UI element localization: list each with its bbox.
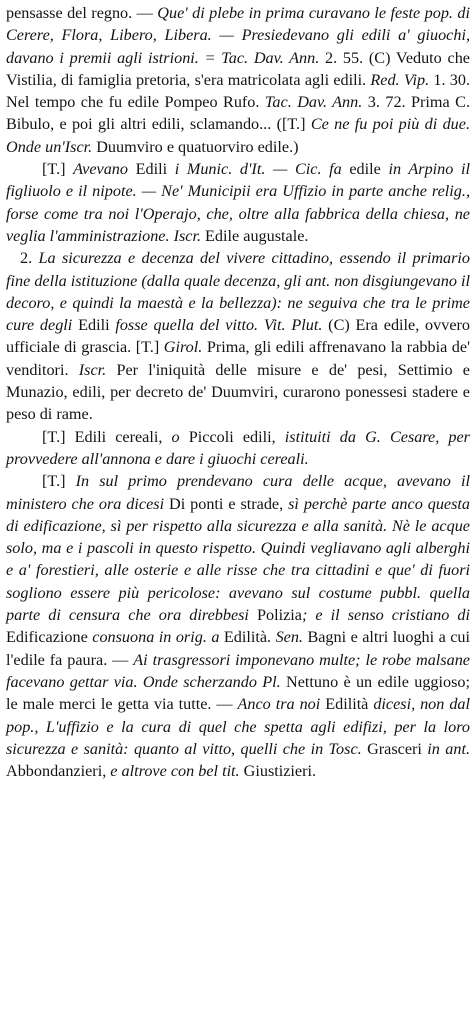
italic-text-run: Anco tra noi [237, 695, 321, 714]
text-run: Di ponti e strade, [164, 494, 289, 513]
paragraph-municipal-edili [6, 158, 470, 247]
text-run: Prima, gli edili affrenavano la rabbia de' venditori. [6, 338, 470, 379]
italic-text-run: ; e il senso cristiano di [301, 606, 470, 625]
italic-text-run: dicesi, non dal pop., L'uffizio e la cura di quel che spetta agli edifizi, per la loro sicurezza e sanità: quanto al vitto, quelli che in Tosc. [6, 695, 470, 758]
text-run: 2. 55. (C) Veduto che Vistilia, di famiglia pretoria, s'era matricolata agli edili. [6, 48, 470, 89]
paragraph-edili-cereali [6, 426, 470, 471]
dictionary-page-text [6, 2, 470, 782]
italic-text-run: Que' di plebe in prima curavano le feste pop. di Cerere, Flora, Libero, Libera. — Presiedevano gli edili a' giuochi, davano i premii agli istrioni. = Tac. Dav. Ann. [6, 4, 470, 67]
text-run: 1. 30. Nel tempo che fu edile Pompeo Rufo. [6, 70, 471, 112]
text-run: Edili [127, 160, 175, 179]
text-run: Abbondanzieri, [6, 762, 111, 781]
text-run: Polizia [248, 606, 302, 625]
text-run: Edilità [320, 695, 374, 714]
italic-text-run: fosse quella del vitto. Vit. Plut. [115, 316, 323, 335]
italic-text-run: La sicurezza e decenza del vivere cittadino, essendo il primario fine della istituzione (dalla quale decenza, gli ant. non disgiungevano il decoro, e quindi la maestà e la bellezza): ne seguiva che tra le prime cure degli [6, 249, 471, 335]
italic-text-run: i Munic. d'It. — Cic. fa [174, 160, 342, 179]
text-run: [T.] [42, 160, 74, 179]
paragraph-continuation [6, 2, 470, 158]
text-run: Giustizieri. [239, 762, 317, 781]
paragraph-acque-edilita [6, 470, 470, 782]
text-run: Nettuno è un edile uggioso; le male merci le getta via tutte. — [6, 672, 470, 714]
italic-text-run: sì perchè parte anco questa di edificazione, sì per rispetto alla sicurezza e alla sanità. Nè le acque solo, ma e i pascoli in questo rispetto. Quindi vegliavano agli alberghi e a' forestieri, alle osterie e alle risse che tra cittadini e que' di fuori sogliono essere più pericolose: avevano sul costume pubbl. quella parte di censura che ora direbbesi [6, 494, 470, 625]
italic-text-run: Ai trasgressori imponevano multe; le robe malsane facevano gettar via. Onde scherzando Pl. [6, 650, 470, 691]
sense-number: 2. [20, 249, 39, 268]
italic-text-run: Tac. Dav. Ann. [264, 93, 363, 112]
italic-text-run: Girol. [163, 338, 203, 357]
text-run: Edilità. [219, 628, 276, 647]
text-run: [T.] [42, 472, 76, 491]
text-run: Per l'iniquità delle misure e de' pesi, Settimio e Munazio, edili, per decreto de' Duumviri, curarono ponessesi stadere e peso di rame. [6, 360, 470, 424]
text-run: 3. 72. Prima C. Bibulo, e poi gli altri edili, sclamando... ([T.] [6, 93, 470, 134]
text-run: (C) Era edile, ovvero ufficiale di grascia. [T.] [6, 316, 471, 357]
text-run: Grasceri [361, 739, 428, 758]
paragraph-sense-2 [6, 247, 470, 425]
text-run: pensasse del regno. — [6, 4, 158, 22]
italic-text-run: Avevano [73, 160, 128, 179]
text-run: edile [341, 160, 389, 179]
italic-text-run: in ant. [427, 739, 470, 758]
italic-text-run: istituiti da G. Cesare, per provvedere all'annona e dare i giuochi cereali. [6, 427, 470, 468]
italic-text-run: e altrove con bel tit. [110, 762, 240, 781]
text-run: Duumviro e quatuorviro edile.) [92, 137, 299, 156]
italic-text-run: in Arpino il figliuolo e il nipote. — Ne' Municipii era Uffizio in parte anche relig., forse come tra noi l'Operajo, che, oltre alla fabbrica della chiesa, ne veglia l'amministrazione. Iscr. [6, 160, 470, 245]
text-run: Edificazione [6, 628, 93, 647]
text-run: Piccoli edili, [179, 427, 285, 446]
italic-text-run: Ce ne fu poi più di due. Onde un'Iscr. [6, 115, 471, 156]
text-run: Edile augustale. [201, 226, 309, 245]
italic-text-run: consuona in orig. a [92, 628, 220, 647]
text-run: Bagni e altri luoghi a cui l'edile fa paura. — [6, 628, 471, 669]
italic-text-run: Iscr. [78, 360, 107, 379]
italic-text-run: In sul primo prendevano cura delle acque, avevano il ministero che ora dicesi [6, 472, 470, 513]
text-run: Edili [72, 316, 116, 335]
italic-text-run: Red. Vip. [370, 70, 430, 89]
italic-text-run: Sen. [275, 628, 303, 647]
text-run: [T.] Edili cereali, [42, 427, 172, 446]
italic-text-run: o [171, 427, 180, 446]
